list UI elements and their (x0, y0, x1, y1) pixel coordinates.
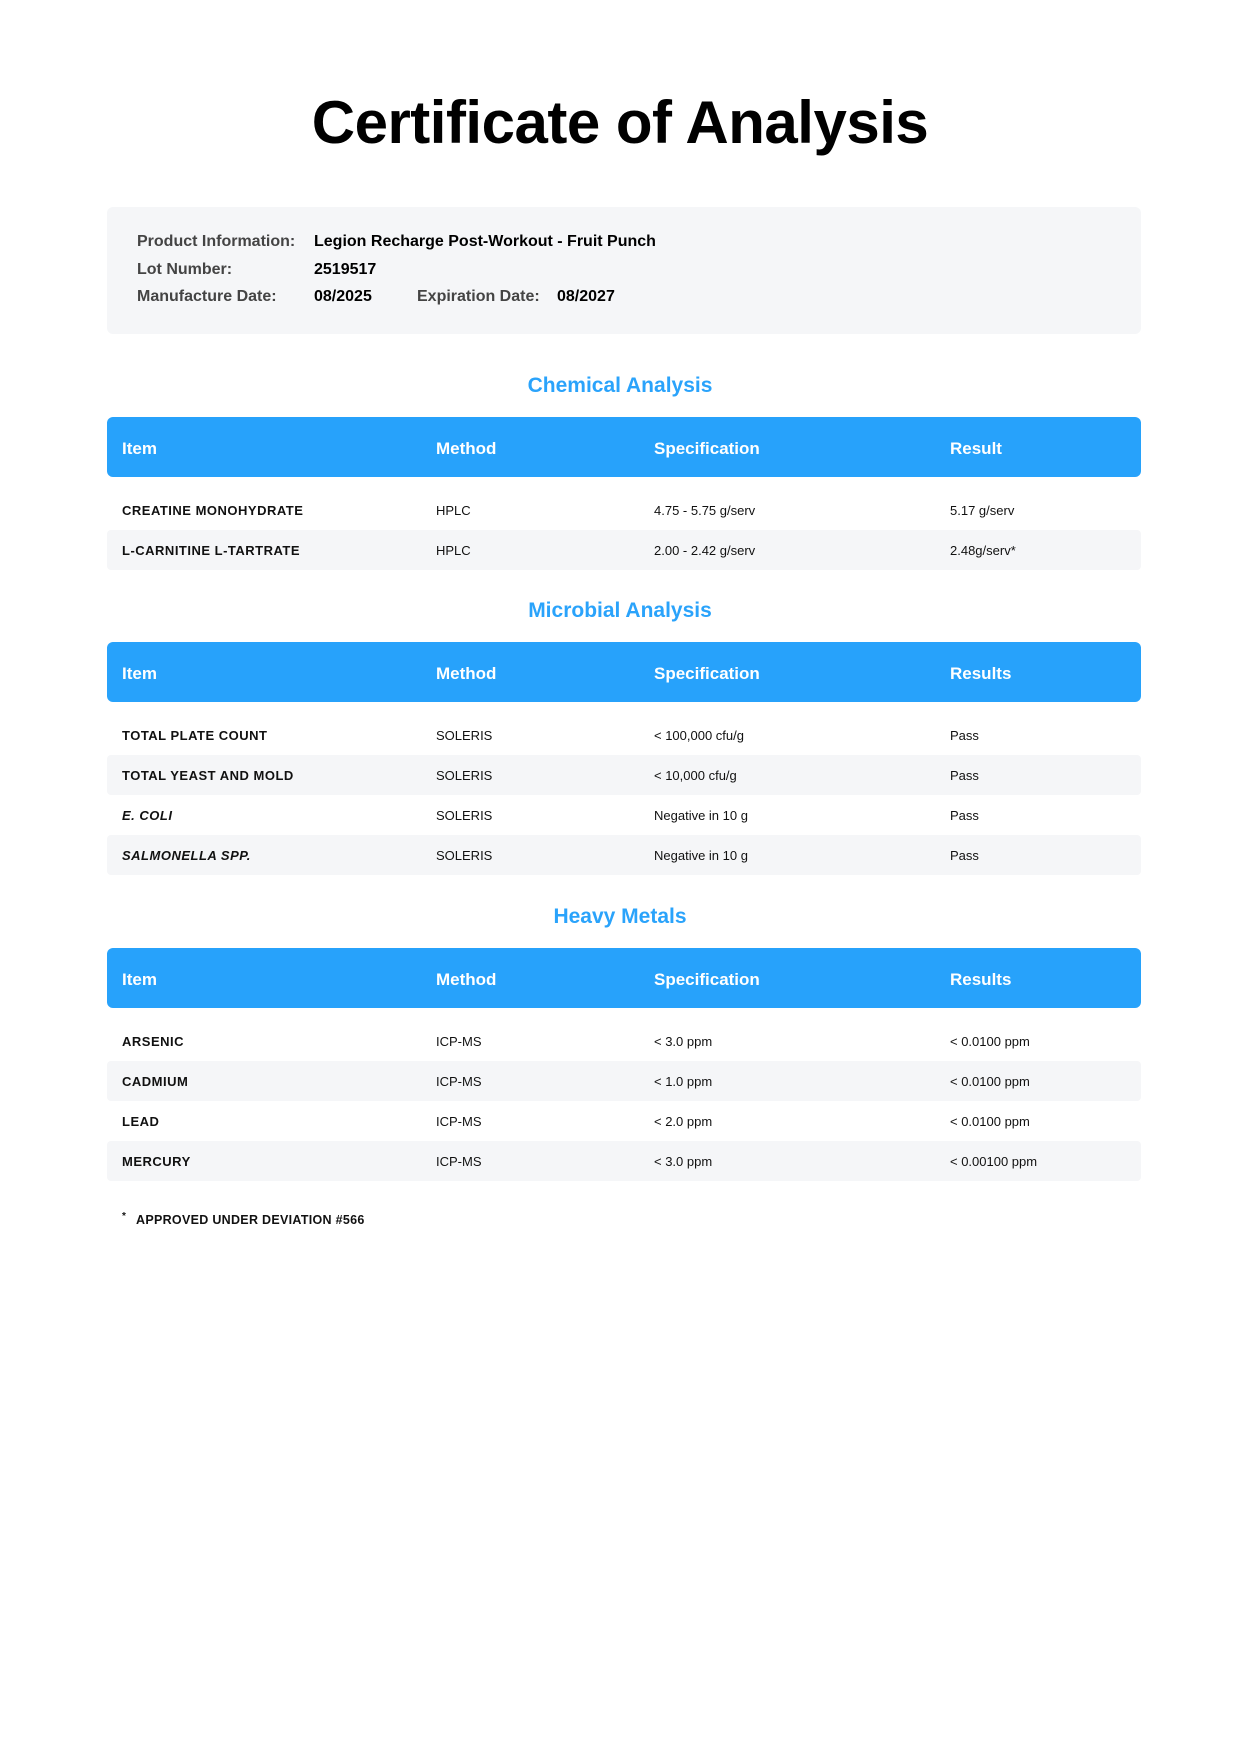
method-cell: ICP-MS (436, 1154, 482, 1169)
header-specification: Specification (654, 664, 760, 683)
method-cell: SOLERIS (436, 768, 493, 783)
item-cell: L-CARNITINE L-TARTRATE (122, 543, 301, 558)
table-header (107, 948, 1141, 1008)
header-results: Results (950, 664, 1012, 683)
microbial-analysis-table (107, 642, 1141, 875)
specification-cell: 4.75 - 5.75 g/serv (654, 503, 756, 518)
specification-cell: Negative in 10 g (654, 808, 748, 823)
specification-cell: 2.00 - 2.42 g/serv (654, 543, 756, 558)
result-cell: < 0.0100 ppm (950, 1074, 1030, 1089)
header-result: Result (950, 439, 1002, 458)
specification-cell: < 10,000 cfu/g (654, 768, 737, 783)
result-cell: Pass (950, 808, 979, 823)
table-header (107, 642, 1141, 702)
method-cell: SOLERIS (436, 848, 493, 863)
table-row (107, 1021, 1141, 1061)
manufacture-date-label: Manufacture Date: (137, 288, 277, 305)
specification-cell: < 3.0 ppm (654, 1154, 713, 1169)
product-label: Product Information: (137, 233, 296, 250)
header-specification: Specification (654, 439, 760, 458)
result-cell: Pass (950, 728, 979, 743)
footnote-marker: * (122, 1211, 127, 1222)
table-row (107, 835, 1141, 875)
method-cell: ICP-MS (436, 1034, 482, 1049)
chemical-analysis-table (107, 417, 1141, 570)
header-item: Item (122, 970, 157, 989)
result-cell: < 0.0100 ppm (950, 1114, 1030, 1129)
item-cell: E. COLI (122, 808, 173, 823)
lot-row (107, 261, 1141, 285)
result-cell: 5.17 g/serv (950, 503, 1015, 518)
header-method: Method (436, 664, 497, 683)
header-item: Item (122, 439, 157, 458)
method-cell: HPLC (436, 543, 471, 558)
expiration-date-value: 08/2027 (557, 288, 615, 305)
header-item: Item (122, 664, 157, 683)
result-cell: < 0.0100 ppm (950, 1034, 1030, 1049)
table-row (107, 490, 1141, 530)
specification-cell: Negative in 10 g (654, 848, 748, 863)
table-body (107, 490, 1141, 570)
table-row (107, 1141, 1141, 1181)
item-cell: CADMIUM (122, 1074, 189, 1089)
product-row (107, 233, 1141, 257)
dates-row (107, 288, 1141, 312)
product-info-box (107, 207, 1141, 334)
document-title: Certificate of Analysis (311, 89, 929, 156)
specification-cell: < 3.0 ppm (654, 1034, 713, 1049)
table-body (107, 1021, 1141, 1181)
specification-cell: < 1.0 ppm (654, 1074, 713, 1089)
heavy-metals-table (107, 948, 1141, 1181)
lot-value: 2519517 (314, 261, 377, 278)
table-body (107, 715, 1141, 875)
footnote-text: APPROVED UNDER DEVIATION #566 (136, 1213, 365, 1227)
heavy-metals-title: Heavy Metals (553, 905, 687, 928)
expiration-date-label: Expiration Date: (417, 288, 540, 305)
product-value: Legion Recharge Post-Workout - Fruit Punch (314, 233, 656, 250)
table-row (107, 1061, 1141, 1101)
lot-label: Lot Number: (137, 261, 233, 278)
table-row (107, 530, 1141, 570)
specification-cell: < 100,000 cfu/g (654, 728, 744, 743)
microbial-analysis-title: Microbial Analysis (528, 599, 712, 622)
table-row (107, 1101, 1141, 1141)
item-cell: TOTAL PLATE COUNT (122, 728, 268, 743)
table-row (107, 715, 1141, 755)
result-cell: 2.48g/serv* (950, 543, 1016, 558)
item-cell: CREATINE MONOHYDRATE (122, 503, 304, 518)
manufacture-date-value: 08/2025 (314, 288, 372, 305)
method-cell: SOLERIS (436, 808, 493, 823)
table-header (107, 417, 1141, 477)
method-cell: HPLC (436, 503, 471, 518)
result-cell: < 0.00100 ppm (950, 1154, 1038, 1169)
item-cell: LEAD (122, 1114, 160, 1129)
chemical-analysis-title: Chemical Analysis (527, 374, 713, 397)
header-method: Method (436, 439, 497, 458)
item-cell: ARSENIC (122, 1034, 185, 1049)
method-cell: ICP-MS (436, 1114, 482, 1129)
method-cell: ICP-MS (436, 1074, 482, 1089)
result-cell: Pass (950, 768, 979, 783)
specification-cell: < 2.0 ppm (654, 1114, 713, 1129)
header-method: Method (436, 970, 497, 989)
table-row (107, 795, 1141, 835)
item-cell: TOTAL YEAST AND MOLD (122, 768, 294, 783)
result-cell: Pass (950, 848, 979, 863)
header-results: Results (950, 970, 1012, 989)
method-cell: SOLERIS (436, 728, 493, 743)
item-cell: SALMONELLA SPP. (122, 848, 251, 863)
table-row (107, 755, 1141, 795)
item-cell: MERCURY (122, 1154, 191, 1169)
header-specification: Specification (654, 970, 760, 989)
